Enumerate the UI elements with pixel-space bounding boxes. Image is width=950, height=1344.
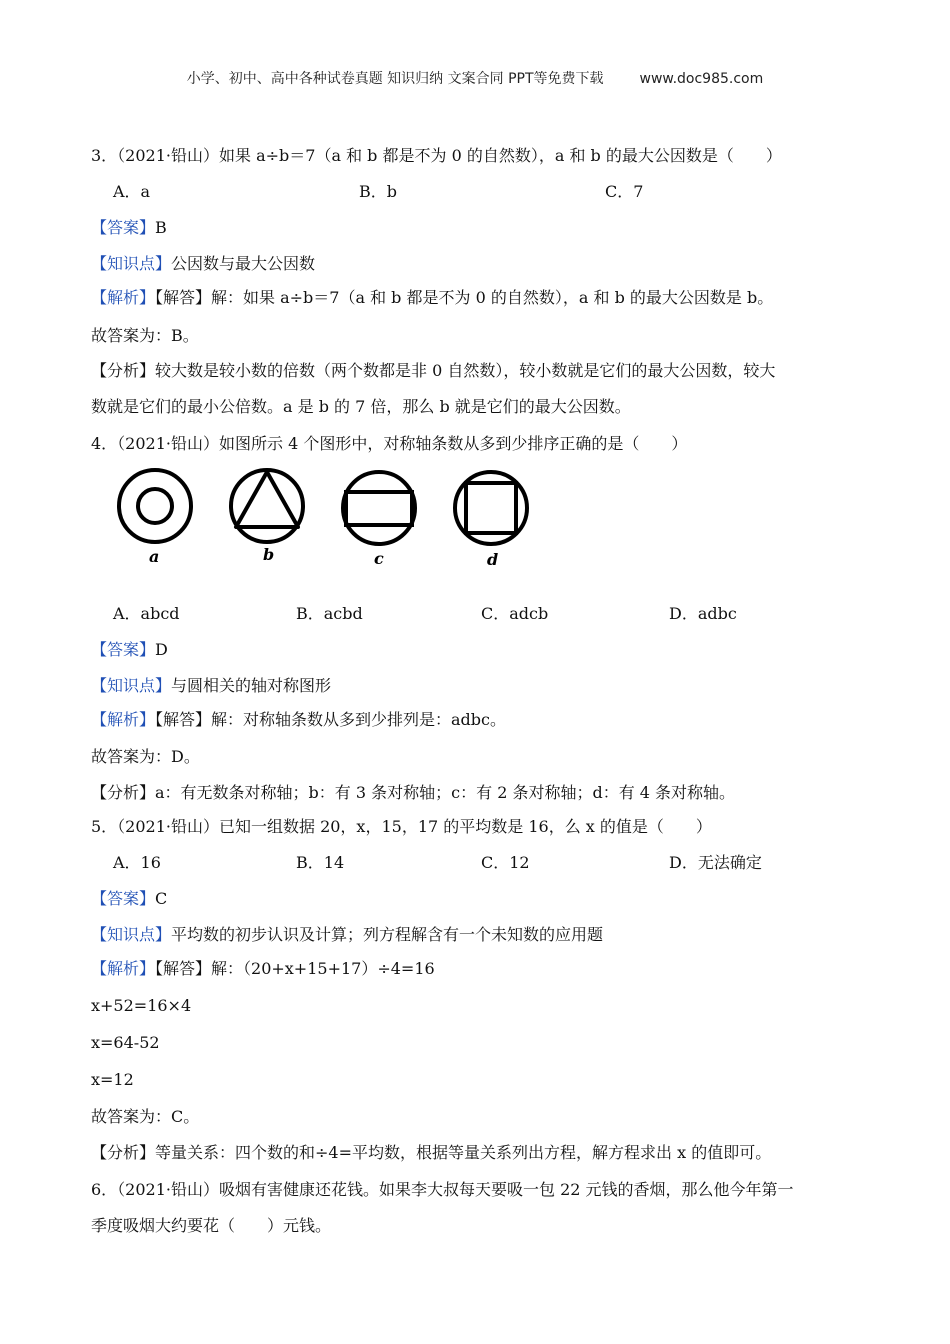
analysis-value: 【解答】解：如果 a÷b＝7（a 和 b 都是不为 0 的自然数），a 和 b 的最大公因数是 b。 — [155, 288, 774, 307]
q5-fenxi — [91, 1143, 771, 1163]
answer-tag: 【答案】 — [91, 889, 156, 908]
q4-answer — [91, 640, 168, 660]
knowledge-tag: 【知识点】 — [91, 925, 172, 944]
q5-analysis — [91, 959, 435, 979]
q6-stem: 6．（2021·铅山）吸烟有害健康还花钱。如果李大叔每天要吸一包 22 元钱的香烟，那么他今年第一 — [91, 1180, 794, 1199]
answer-tag: 【答案】 — [91, 640, 156, 659]
answer-value: D — [155, 640, 168, 659]
analysis-tag: 【解析】 — [91, 288, 156, 307]
q3-option-b: B．b — [359, 182, 398, 201]
q3-option-a: A．a — [113, 182, 151, 201]
q5-stem: 5．（2021·铅山）已知一组数据 20，x，15，17 的平均数是 16，么 x 的值是（ ） — [91, 817, 712, 836]
q3-analysis — [91, 288, 773, 308]
page-header — [0, 68, 950, 88]
q5-knowledge — [91, 925, 603, 945]
knowledge-tag: 【知识点】 — [91, 254, 172, 273]
figure-c-circle-rectangle — [343, 472, 415, 544]
q4-option-c: C．adcb — [481, 604, 549, 623]
analysis-tag: 【解析】 — [91, 959, 156, 978]
fenxi-value: 等量关系：四个数的和÷4=平均数，根据等量关系列出方程，解方程求出 x 的值即可。 — [155, 1143, 772, 1162]
figure-a-concentric-circles — [119, 470, 191, 542]
fenxi-value: a：有无数条对称轴；b：有 3 条对称轴；c：有 2 条对称轴；d：有 4 条对称轴。 — [155, 783, 736, 802]
fenxi-tag: 【分析】 — [91, 361, 156, 380]
q5-answer — [91, 889, 167, 909]
figure-label-b: b — [263, 545, 275, 564]
q4-stem: 4．（2021·铅山）如图所示 4 个图形中，对称轴条数从多到少排序正确的是（ ） — [91, 434, 688, 453]
q5-option-b: B．14 — [296, 853, 345, 872]
q4-analysis — [91, 710, 506, 730]
analysis-tag: 【解析】 — [91, 710, 156, 729]
figure-label-a: a — [149, 547, 160, 566]
answer-value: B — [155, 218, 167, 237]
q4-conclusion: 故答案为：D。 — [91, 747, 200, 766]
fenxi-tag: 【分析】 — [91, 1143, 156, 1162]
q5-option-d: D．无法确定 — [669, 853, 762, 872]
header-site: www.doc985.com — [639, 71, 764, 87]
q3-answer — [91, 218, 167, 238]
analysis-value: 【解答】解：对称轴条数从多到少排列是：adbc。 — [155, 710, 507, 729]
q4-option-d: D．adbc — [669, 604, 737, 623]
header-text: 小学、初中、高中各种试卷真题 知识归纳 文案合同 PPT等免费下载 — [186, 71, 604, 87]
analysis-value: 【解答】解：（20+x+15+17）÷4=16 — [155, 959, 435, 978]
knowledge-value: 公因数与最大公因数 — [171, 254, 316, 273]
figure-d-circle-square — [455, 472, 527, 544]
fenxi-value: 较大数是较小数的倍数（两个数都是非 0 自然数），较小数就是它们的最大公因数，较大 — [155, 361, 776, 380]
q5-step-3: x=12 — [91, 1070, 134, 1089]
q4-knowledge — [91, 676, 331, 696]
q3-stem: 3．（2021·铅山）如果 a÷b＝7（a 和 b 都是不为 0 的自然数），a 和 b 的最大公因数是（ ） — [91, 146, 782, 165]
q5-step-1: x+52=16×4 — [91, 996, 192, 1015]
q4-option-b: B．acbd — [296, 604, 363, 623]
figure-b-circle-triangle — [231, 470, 303, 542]
q3-option-c: C．7 — [605, 182, 644, 201]
q3-fenxi — [91, 361, 775, 381]
q6-stem-cont: 季度吸烟大约要花（ ）元钱。 — [91, 1216, 332, 1235]
answer-tag: 【答案】 — [91, 218, 156, 237]
figure-label-d: d — [487, 550, 499, 569]
q3-fenxi-cont: 数就是它们的最小公倍数。a 是 b 的 7 倍，那么 b 就是它们的最大公因数。 — [91, 397, 631, 416]
answer-value: C — [155, 889, 168, 908]
q5-step-2: x=64-52 — [91, 1033, 160, 1052]
figure-label-c: c — [374, 549, 384, 568]
symmetry-figures — [111, 466, 551, 576]
knowledge-value: 与圆相关的轴对称图形 — [171, 676, 332, 695]
knowledge-tag: 【知识点】 — [91, 676, 172, 695]
q4-option-a: A．abcd — [113, 604, 180, 623]
fenxi-tag: 【分析】 — [91, 783, 156, 802]
q5-conclusion: 故答案为：C。 — [91, 1107, 200, 1126]
knowledge-value: 平均数的初步认识及计算；列方程解含有一个未知数的应用题 — [171, 925, 604, 944]
q5-option-a: A．16 — [113, 853, 161, 872]
q4-fenxi — [91, 783, 735, 803]
q3-knowledge — [91, 254, 315, 274]
q5-option-c: C．12 — [481, 853, 530, 872]
q3-conclusion: 故答案为：B。 — [91, 326, 199, 345]
